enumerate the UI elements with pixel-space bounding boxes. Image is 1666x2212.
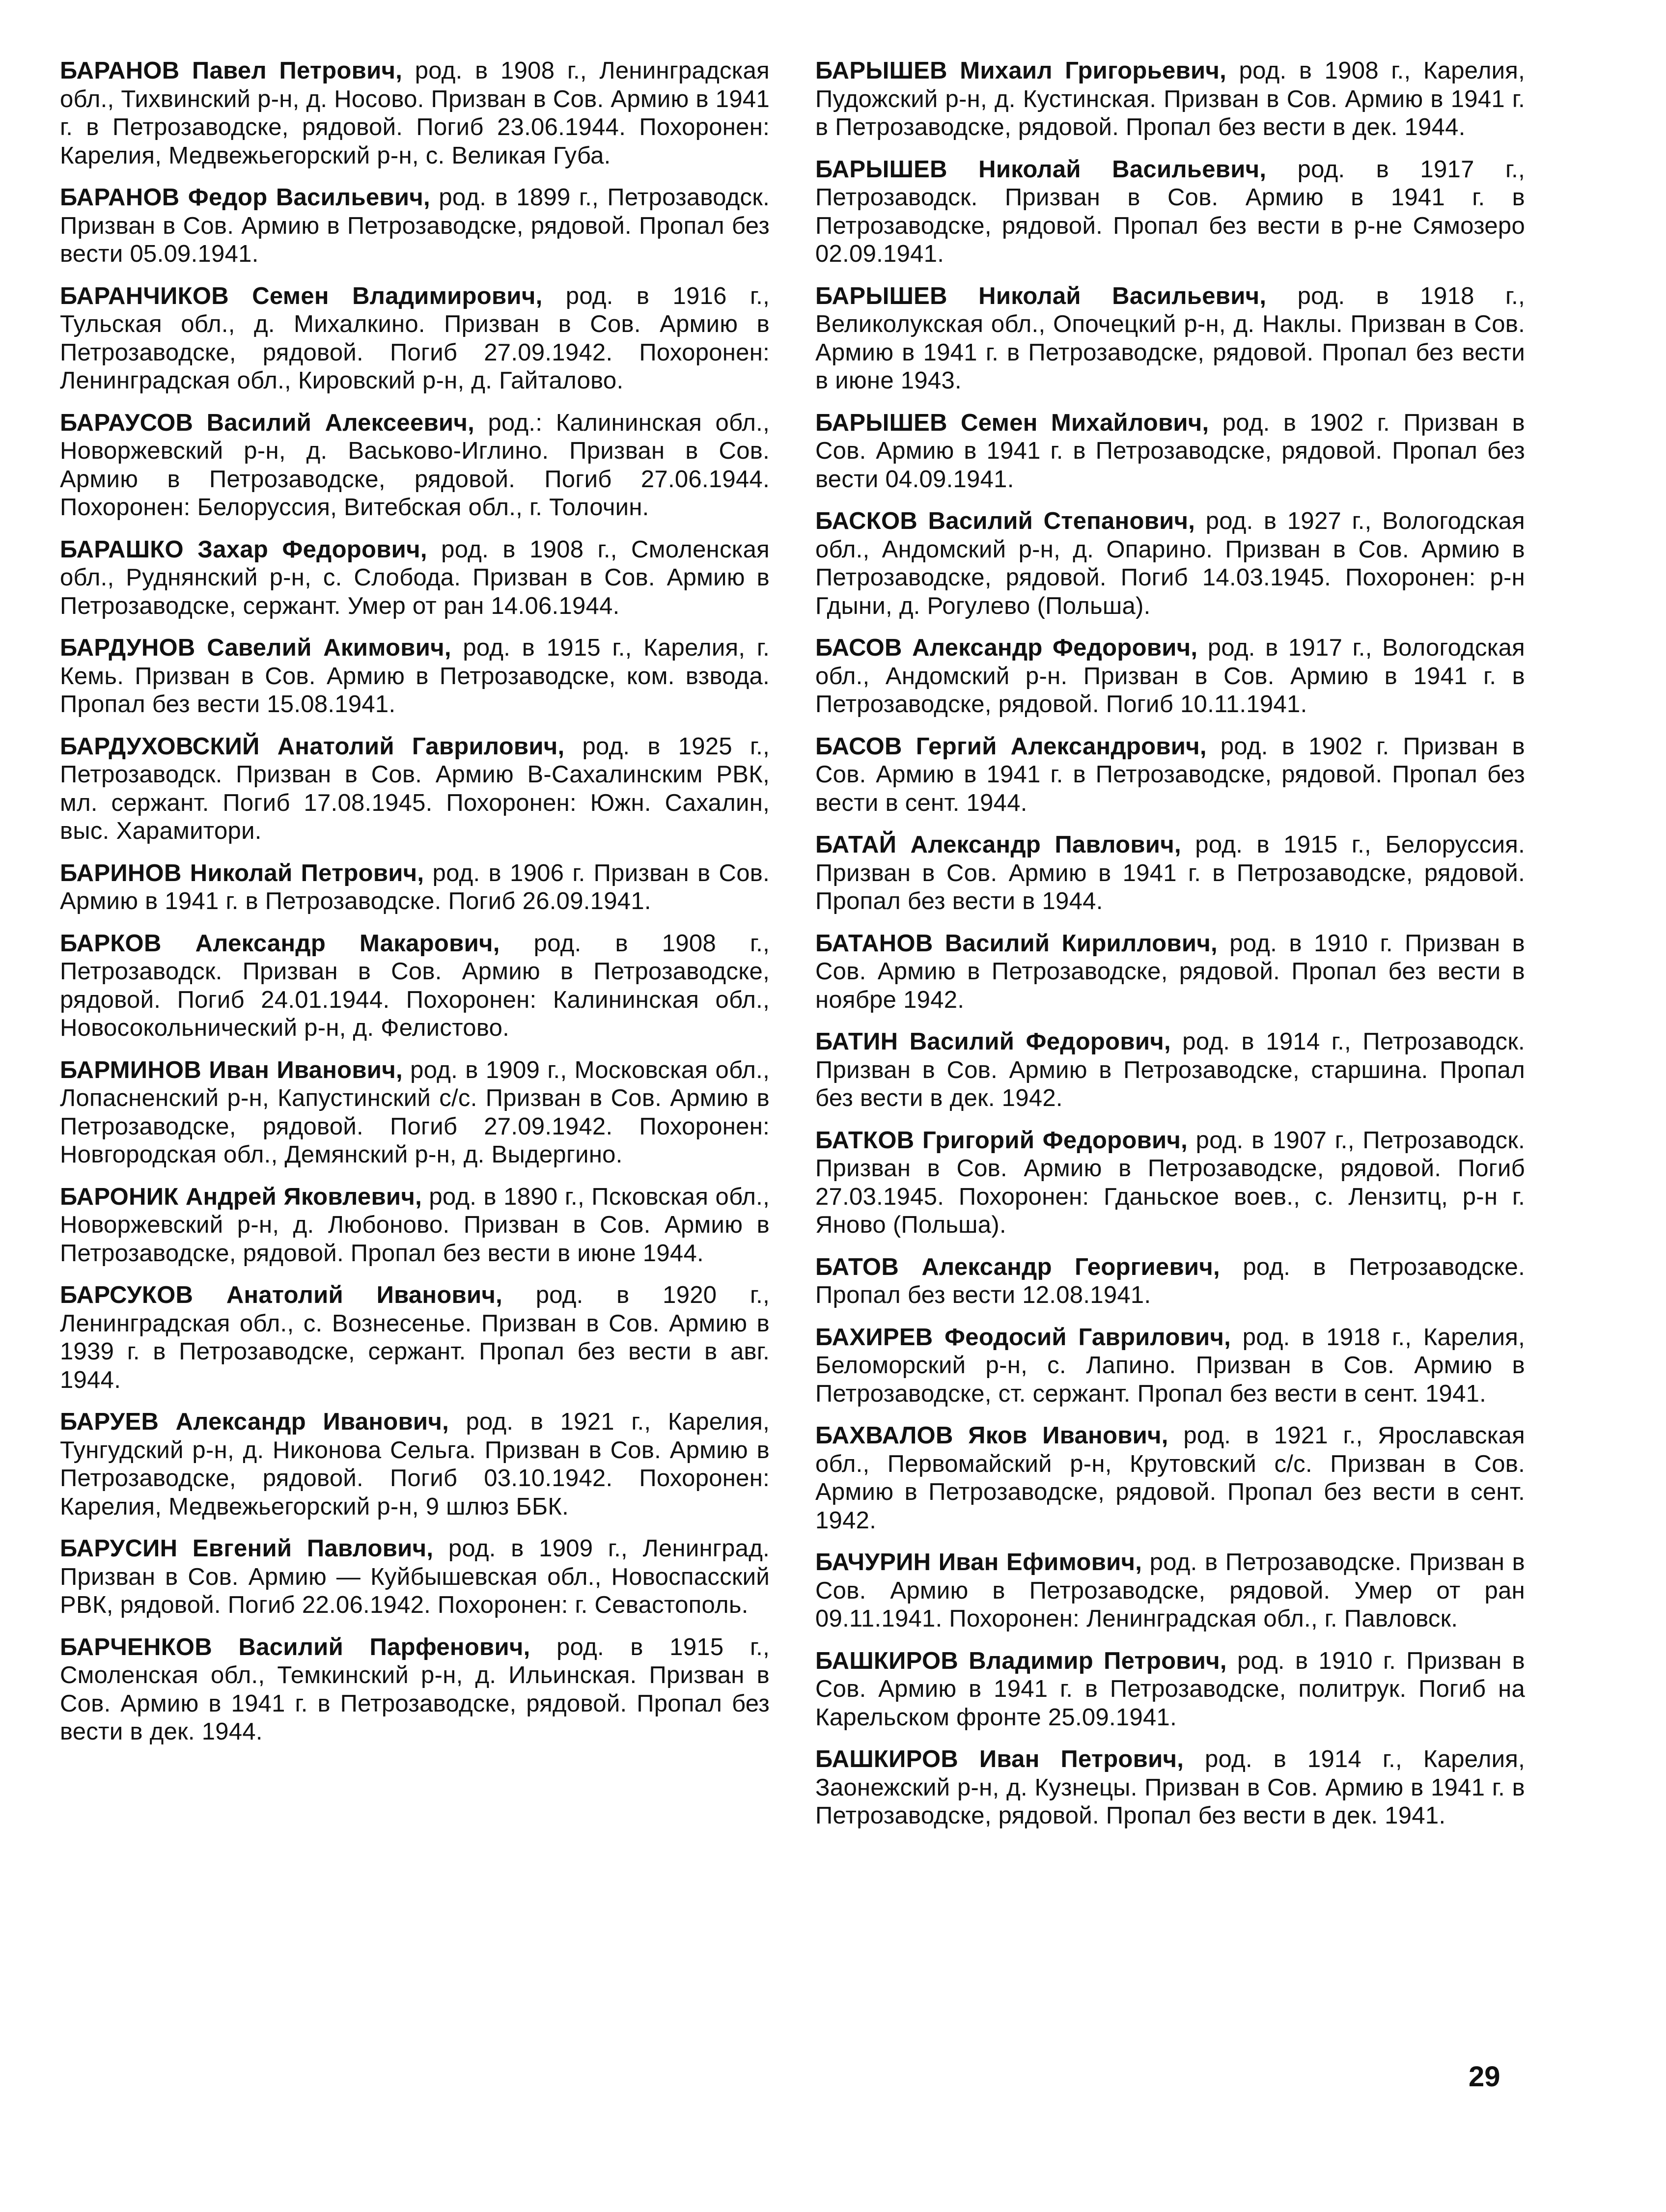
person-details: род. в 1921 г., Ярославская обл., Первомайский р-н, Крутовский с/с. Призван в Сов. Армию в Петрозаводске, рядовой. Пропал без вести в сент. 1942. [815,1422,1525,1534]
register-entry [60,57,770,170]
person-details: род. в 1910 г. Призван в Сов. Армию в Петрозаводске, рядовой. Пропал без вести в ноябре 1942. [815,930,1525,1013]
person-details: род. в 1914 г., Карелия, Заонежский р-н, д. Кузнецы. Призван в Сов. Армию в 1941 г. в Петрозаводске, рядовой. Пропал без вести в дек. 1941. [815,1746,1526,1829]
person-details: род. в 1909 г., Ленинград. Призван в Сов. Армию — Куйбышевская обл., Новоспасский РВК, рядовой. Погиб 22.06.1942. Похоронен: г. Севастополь. [60,1535,770,1618]
person-details: род. в 1920 г., Ленинградская обл., с. Вознесенье. Призван в Сов. Армию в 1939 г. в Петрозаводске, сержант. Пропал без вести в авг. 1944. [60,1282,770,1393]
person-name: БАШКИРОВ Владимир Петрович, [815,1647,1227,1674]
person-details: род. в 1907 г., Петрозаводск. Призван в Сов. Армию в Петрозаводске, рядовой. Погиб 27.03.1945. Похоронен: Гданьское воев., с. Лензитц, р-н г. Яново (Польша). [815,1127,1525,1238]
register-entry [815,57,1525,142]
register-entry [60,1056,770,1169]
person-name: БАРЫШЕВ Николай Васильевич, [815,282,1267,309]
register-entry [60,1633,770,1746]
register-entry [815,409,1525,494]
register-entry [815,507,1525,620]
person-name: БАСОВ Александр Федорович, [815,635,1198,661]
person-name: БАРАШКО Захар Федорович, [60,536,427,563]
person-details: род. в 1915 г., Карелия, г. Кемь. Призван в Сов. Армию в Петрозаводске, ком. взвода. Пропал без вести 15.08.1941. [60,635,770,718]
page-number: 29 [1469,2061,1500,2093]
register-entry [815,156,1525,269]
register-entry [60,1408,770,1521]
person-details: род. в 1916 г., Тульская обл., д. Михалкино. Призван в Сов. Армию в Петрозаводске, рядовой. Погиб 27.09.1942. Похоронен: Ленинградская обл., Кировский р-н, д. Гайталово. [60,282,770,394]
person-details: род. в 1914 г., Петрозаводск. Призван в Сов. Армию в Петрозаводске, старшина. Пропал без вести в дек. 1942. [815,1028,1525,1111]
person-name: БАРИНОВ Николай Петрович, [60,859,424,886]
person-name: БАЧУРИН Иван Ефимович, [815,1549,1142,1576]
person-name: БАРОНИК Андрей Яковлевич, [60,1183,422,1210]
register-entry [815,1324,1525,1409]
person-name: БАШКИРОВ Иван Петрович, [815,1746,1184,1772]
register-entry [815,1127,1525,1240]
person-details: род. в 1908 г., Ленинградская обл., Тихвинский р-н, д. Носово. Призван в Сов. Армию в 1941 г. в Петрозаводске, рядовой. Погиб 23.06.1944. Похоронен: Карелия, Медвежьегорский р-н, с. Великая Губа. [60,57,770,169]
person-name: БАТИН Василий Федорович, [815,1028,1171,1055]
right-column [815,57,1525,1844]
person-name: БАРДУНОВ Савелий Акимович, [60,635,451,661]
register-entry [815,1028,1525,1113]
register-entry [815,1745,1525,1830]
register-entry [815,1253,1525,1310]
person-details: род. в 1908 г., Смоленская обл., Руднянский р-н, с. Слобода. Призван в Сов. Армию в Петрозаводске, сержант. Умер от ран 14.06.1944. [60,536,770,619]
person-name: БАРАНОВ Павел Петрович, [60,57,403,84]
register-entry [815,733,1525,818]
register-entry [815,831,1525,916]
person-name: БАРАНОВ Федор Васильевич, [60,184,430,211]
person-details: род. в 1890 г., Псковская обл., Новоржевский р-н, д. Любоново. Призван в Сов. Армию в Петрозаводске, рядовой. Пропал без вести в июне 1944. [60,1183,770,1267]
person-details: род.: Калининская обл., Новоржевский р-н, д. Васьково-Иглино. Призван в Сов. Армию в Петрозаводске, рядовой. Погиб 27.06.1944. Похоронен: Белоруссия, Витебская обл., г. Толочин. [60,409,770,521]
person-details: род. в 1917 г., Вологодская обл., Андомский р-н. Призван в Сов. Армию в 1941 г. в Петрозаводске, рядовой. Погиб 10.11.1941. [815,635,1526,718]
person-name: БАРУСИН Евгений Павлович, [60,1535,434,1562]
person-details: род. в 1910 г. Призван в Сов. Армию в 1941 г. в Петрозаводске, политрук. Погиб на Карельском фронте 25.09.1941. [815,1647,1525,1731]
register-entry [815,282,1525,395]
register-entry [815,930,1525,1015]
register-entry [60,409,770,522]
person-name: БАРЫШЕВ Николай Васильевич, [815,156,1267,183]
person-details: род. в 1927 г., Вологодская обл., Андомский р-н, д. Опарино. Призван в Сов. Армию в Петрозаводске, рядовой. Погиб 14.03.1945. Похоронен: р-н Гдыни, д. Рогулево (Польша). [815,508,1525,619]
register-entry [60,1183,770,1268]
person-details: род. в 1908 г., Карелия, Пудожский р-н, д. Кустинская. Призван в Сов. Армию в 1941 г. в Петрозаводске, рядовой. Пропал без вести в дек. 1944. [815,57,1526,140]
person-details: род. в 1902 г. Призван в Сов. Армию в 1941 г. в Петрозаводске, рядовой. Пропал без вести 04.09.1941. [815,409,1525,493]
person-name: БАРСУКОВ Анатолий Иванович, [60,1282,503,1308]
register-entry [815,1548,1525,1633]
register-entry [60,1281,770,1394]
register-entry [60,634,770,719]
register-entry [60,536,770,621]
person-name: БАХИРЕВ Феодосий Гаврилович, [815,1324,1231,1351]
person-details: род. в 1915 г., Смоленская обл., Темкинский р-н, д. Ильинская. Призван в Сов. Армию в 1941 г. в Петрозаводске, рядовой. Пропал без вести в дек. 1944. [60,1633,770,1745]
person-details: род. в 1902 г. Призван в Сов. Армию в 1941 г. в Петрозаводске, рядовой. Пропал без вести в сент. 1944. [815,733,1525,816]
person-name: БАРЫШЕВ Михаил Григорьевич, [815,57,1227,84]
person-name: БАСОВ Гергий Александрович, [815,733,1207,760]
person-name: БАРМИНОВ Иван Иванович, [60,1056,403,1083]
person-name: БАТАЙ Александр Павлович, [815,831,1181,858]
person-name: БАРЧЕНКОВ Василий Парфенович, [60,1633,530,1660]
register-entry [815,634,1525,719]
person-name: БАСКОВ Василий Степанович, [815,508,1195,534]
person-name: БАТАНОВ Василий Кириллович, [815,930,1218,957]
person-details: род. в 1899 г., Петрозаводск. Призван в Сов. Армию в Петрозаводске, рядовой. Пропал без вести 05.09.1941. [60,184,770,267]
register-entry [60,733,770,846]
person-name: БАРЫШЕВ Семен Михайлович, [815,409,1209,436]
person-name: БАРАУСОВ Василий Алексеевич, [60,409,474,436]
person-name: БАРДУХОВСКИЙ Анатолий Гаврилович, [60,733,565,760]
person-details: род. в Петрозаводске. Призван в Сов. Армию в Петрозаводске, рядовой. Умер от ран 09.11.1941. Похоронен: Ленинградская обл., г. Павловск. [815,1549,1525,1632]
person-name: БАХВАЛОВ Яков Иванович, [815,1422,1168,1449]
person-name: БАТКОВ Григорий Федорович, [815,1127,1188,1154]
register-entry [60,1535,770,1620]
person-details: род. в 1908 г., Петрозаводск. Призван в Сов. Армию в Петрозаводске, рядовой. Погиб 24.01.1944. Похоронен: Калининская обл., Новосокольнический р-н, д. Фелистово. [60,930,770,1041]
person-name: БАРКОВ Александр Макарович, [60,930,500,957]
person-details: род. в 1925 г., Петрозаводск. Призван в Сов. Армию В-Сахалинским РВК, мл. сержант. Погиб 17.08.1945. Похоронен: Южн. Сахалин, выс. Харамитори. [60,733,770,844]
register-entry [815,1647,1525,1732]
person-details: род. в 1906 г. Призван в Сов. Армию в 1941 г. в Петрозаводске. Погиб 26.09.1941. [60,859,770,914]
person-details: род. в 1918 г., Великолукская обл., Опочецкий р-н, д. Наклы. Призван в Сов. Армию в 1941 г. в Петрозаводске, рядовой. Пропал без вести в июне 1943. [815,282,1525,394]
register-entry [60,859,770,916]
person-name: БАРАНЧИКОВ Семен Владимирович, [60,282,543,309]
person-details: род. в Петрозаводске. Пропал без вести 12.08.1941. [815,1253,1525,1308]
register-entry [60,184,770,269]
register-entry [60,930,770,1043]
person-name: БАТОВ Александр Георгиевич, [815,1253,1220,1280]
register-entry [60,282,770,395]
person-name: БАРУЕВ Александр Иванович, [60,1409,449,1435]
left-column [60,57,770,1760]
register-entry [815,1422,1525,1535]
person-details: род. в 1915 г., Белоруссия. Призван в Сов. Армию в 1941 г. в Петрозаводске, рядовой. Пропал без вести в 1944. [815,831,1525,914]
person-details: род. в 1918 г., Карелия, Беломорский р-н, с. Лапино. Призван в Сов. Армию в Петрозаводске, ст. сержант. Пропал без вести в сент. 1941. [815,1324,1525,1407]
person-details: род. в 1909 г., Московская обл., Лопасненский р-н, Капустинский с/с. Призван в Сов. Армию в Петрозаводске, рядовой. Погиб 27.09.1942. Похоронен: Новгородская обл., Демянский р-н, д. Выдергино. [60,1056,770,1168]
person-details: род. в 1917 г., Петрозаводск. Призван в Сов. Армию в 1941 г. в Петрозаводске, рядовой. Пропал без вести в р-не Сямозеро 02.09.1941. [815,156,1525,267]
person-details: род. в 1921 г., Карелия, Тунгудский р-н, д. Никонова Сельга. Призван в Сов. Армию в Петрозаводске, рядовой. Погиб 03.10.1942. Похоронен: Карелия, Медвежьегорский р-н, 9 шлюз ББК. [60,1409,770,1520]
